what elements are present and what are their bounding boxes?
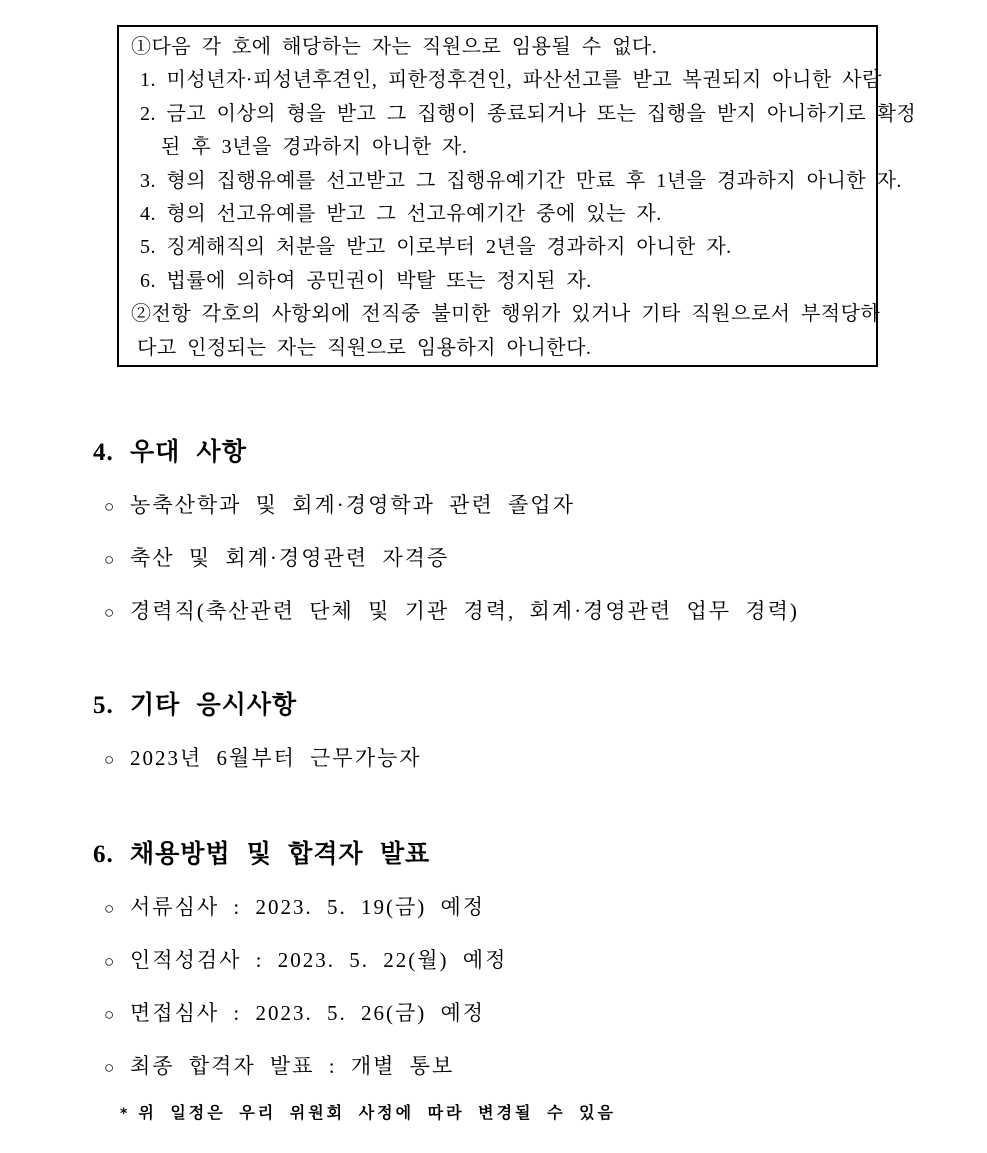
circle-bullet-icon: ○: [104, 497, 115, 516]
circle-bullet-icon: ○: [104, 750, 115, 769]
note-text: 위 일정은 우리 위원회 사정에 따라 변경될 수 있음: [138, 1103, 617, 1122]
list-item: [93, 743, 947, 775]
list-item-text: 서류심사 : 2023. 5. 19(금) 예정: [130, 895, 486, 919]
section-item-list: [93, 892, 947, 1083]
notice-box-line: 된 후 3년을 경과하지 아니한 자.: [161, 136, 468, 159]
circle-bullet-icon: ○: [104, 1058, 115, 1077]
list-item-text: 경력직(축산관련 단체 및 기관 경력, 회계·경영관련 업무 경력): [130, 599, 799, 623]
circle-bullet-icon: ○: [104, 550, 115, 569]
list-item: [93, 1051, 947, 1083]
list-item-text: 면접심사 : 2023. 5. 26(금) 예정: [130, 1001, 486, 1025]
list-item: [93, 892, 947, 924]
notice-box-line: 1. 미성년자·피성년후견인, 피한정후견인, 파산선고를 받고 복권되지 아니한 사람: [140, 69, 882, 92]
section-heading: 6. 채용방법 및 합격자 발표: [93, 841, 431, 868]
section-heading: 4. 우대 사항: [93, 439, 247, 466]
section-other-application-matters: [93, 690, 947, 775]
circle-bullet-icon: ○: [104, 1005, 115, 1024]
list-item-text: 최종 합격자 발표 : 개별 통보: [130, 1054, 455, 1078]
section-item-list: [93, 743, 947, 775]
notice-box-line: 3. 형의 집행유예를 선고받고 그 집행유예기간 만료 후 1년을 경과하지 아니한 자.: [140, 169, 902, 192]
circle-bullet-icon: ○: [104, 899, 115, 918]
schedule-change-note: [93, 1100, 947, 1123]
notice-box-line: 다고 인정되는 자는 직원으로 임용하지 아니한다.: [137, 336, 592, 359]
section-preferential-treatment: [93, 437, 947, 628]
notice-box-line: 6. 법률에 의하여 공민권이 박탈 또는 정지된 자.: [140, 269, 592, 292]
list-item-text: 2023년 6월부터 근무가능자: [130, 746, 422, 770]
notice-box-line: ②전항 각호의 사항외에 전직중 불미한 행위가 있거나 기타 직원으로서 부적당하: [131, 303, 881, 326]
notice-box-line: 4. 형의 선고유예를 받고 그 선고유예기간 중에 있는 자.: [140, 203, 662, 226]
list-item: [93, 998, 947, 1030]
list-item: [93, 596, 947, 628]
notice-box-line: ①다음 각 호에 해당하는 자는 직원으로 임용될 수 없다.: [131, 36, 658, 58]
employment-disqualification-box: [117, 25, 917, 367]
notice-box-line: 2. 금고 이상의 형을 받고 그 집행이 종료되거나 또는 집행을 받지 아니하기로 확정: [140, 102, 917, 125]
list-item: [93, 543, 947, 575]
notice-box-line: 5. 징계해직의 처분을 받고 이로부터 2년을 경과하지 아니한 자.: [140, 236, 732, 259]
circle-bullet-icon: ○: [104, 603, 115, 622]
circle-bullet-icon: ○: [104, 952, 115, 971]
section-heading: 5. 기타 응시사항: [93, 692, 298, 719]
list-item: [93, 490, 947, 522]
section-item-list: [93, 490, 947, 628]
section-hiring-method-and-announcement: [93, 839, 947, 1123]
list-item-text: 인적성검사 : 2023. 5. 22(월) 예정: [130, 948, 508, 972]
list-item: [93, 945, 947, 977]
list-item-text: 농축산학과 및 회계·경영학과 관련 졸업자: [130, 493, 575, 517]
asterisk-marker: *: [120, 1106, 131, 1122]
list-item-text: 축산 및 회계·경영관련 자격증: [130, 546, 450, 570]
